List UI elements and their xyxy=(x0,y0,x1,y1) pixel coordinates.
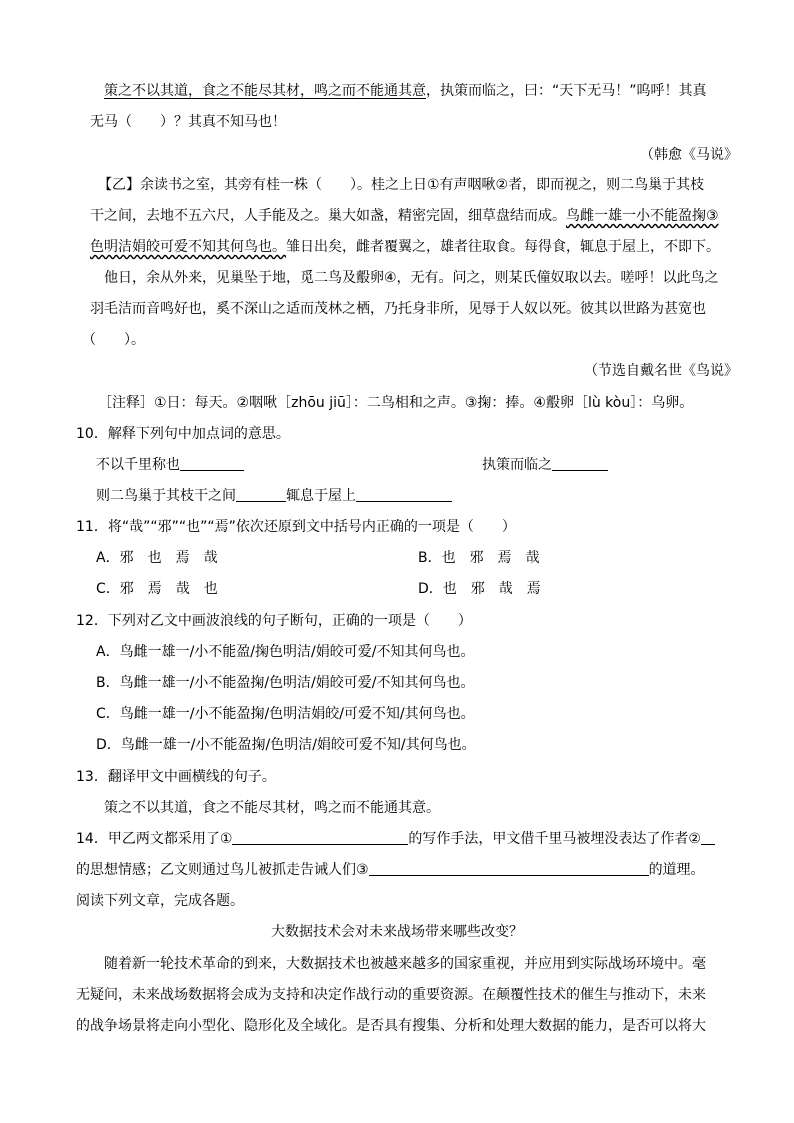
reading-line-1: 随着新一轮技术革命的到来，大数据技术也被越来越多的国家重视，并应用到实际战场环境中。毫 xyxy=(104,956,706,972)
jia-source: （韩愈《马说》 xyxy=(640,147,738,163)
q10-item-b: 执策而临之 xyxy=(482,455,608,475)
jia-line-1: 策之不以其道，食之不能尽其材，鸣之而不能通其意，执策而临之，曰：“天下无马！”呜呼！其真 xyxy=(104,83,707,99)
answer-blank[interactable] xyxy=(552,456,608,471)
q11-stem: 11．将“哉”“邪”“也”“焉”依次还原到文中括号内正确的一项是（ ） xyxy=(76,519,516,535)
q11-option-c[interactable]: C．邪 焉 哉 也 xyxy=(96,581,218,597)
reading-title: 大数据技术会对未来战场带来哪些改变？ xyxy=(271,924,523,940)
answer-blank[interactable] xyxy=(369,861,649,876)
q10-stem: 10．解释下列句中加点词的意思。 xyxy=(76,426,290,442)
yi-line-5: 羽毛洁而音鸣好也，奚不深山之适而茂林之栖，乃托身非所，见辱于人奴以死。彼其以世路为甚宽也 xyxy=(90,301,706,317)
q12-option-b[interactable]: B．鸟雌一雄一/小不能盈掬/色明洁/娟皎可爱/不知其何鸟也。 xyxy=(96,675,475,691)
reading-line-3: 的战争场景将走向小型化、隐形化及全域化。是否具有搜集、分析和处理大数据的能力，是否可以将大 xyxy=(76,1018,706,1034)
yi-source: （节选自戴名世《鸟说》 xyxy=(584,363,738,379)
q12-option-a[interactable]: A．鸟雌一雄一/小不能盈/掬色明洁/娟皎可爱/不知其何鸟也。 xyxy=(96,644,475,660)
answer-blank[interactable] xyxy=(356,487,452,502)
reading-line-2: 无疑问，未来战场数据将会成为支持和决定作战行动的重要资源。在颠覆性技术的催生与推动下，未来 xyxy=(76,987,706,1003)
answer-blank[interactable] xyxy=(701,830,715,845)
q10-item-c: 则二鸟巢于其枝干之间 辄息于屋上 xyxy=(96,486,452,506)
q14-line-2: 的思想情感；乙文则通过鸟儿被抓走告诫人们③ 的道理。 xyxy=(76,862,705,878)
yi-wavy-sentence-part2: 色明洁娟皎可爱不知其何鸟也。 xyxy=(90,239,286,255)
yi-line-4: 他日，余从外来，见巢坠于地，觅二鸟及鷇卵④，无有。问之，则某氏僮奴取以去。嗟呼！以此鸟之 xyxy=(104,270,719,286)
q12-option-d[interactable]: D．鸟雌一雄一/小不能盈掬/色明洁/娟皎可爱不知/其何鸟也。 xyxy=(96,737,476,753)
answer-blank[interactable] xyxy=(180,456,244,471)
q14-line-1: 14．甲乙两文都采用了① 的写作手法，甲文借千里马被埋没表达了作者② xyxy=(76,829,715,849)
yi-notes: ［注释］①日：每天。②咽啾［zhōu jiū］：二鸟相和之声。③掬：捧。④鷇卵［lù kòu］：乌卵。 xyxy=(98,395,694,411)
q13-stem: 13．翻译甲文中画横线的句子。 xyxy=(76,769,276,785)
q13-sentence: 策之不以其道，食之不能尽其材，鸣之而不能通其意。 xyxy=(104,800,440,816)
yi-wavy-sentence-part1: 鸟雌一雄一小不能盈掬③ xyxy=(566,208,719,224)
yi-line-6: （ ）。 xyxy=(82,332,145,348)
yi-line-2: 干之间，去地不五六尺，人手能及之。巢大如盏，精密完固，细草盘结而成。鸟雌一雄一小不能盈掬③ xyxy=(90,208,719,224)
q11-option-a[interactable]: A．邪 也 焉 哉 xyxy=(96,550,218,566)
q12-stem: 12．下列对乙文中画波浪线的句子断句，正确的一项是（ ） xyxy=(76,613,472,629)
q10-item-a: 不以千里称也 xyxy=(96,455,244,475)
answer-blank[interactable] xyxy=(232,830,408,845)
jia-underlined-sentence: 策之不以其道，食之不能尽其材，鸣之而不能通其意 xyxy=(104,83,426,99)
answer-blank[interactable] xyxy=(236,487,286,502)
q11-option-d[interactable]: D．也 邪 哉 焉 xyxy=(418,581,541,597)
q11-option-b[interactable]: B．也 邪 焉 哉 xyxy=(418,550,540,566)
jia-line-2: 无马（ ）？其真不知马也！ xyxy=(90,114,286,130)
reading-intro: 阅读下列文章，完成各题。 xyxy=(76,893,244,909)
yi-line-1: 【乙】余读书之室，其旁有桂一株（ ）。桂之上日①有声咽啾②者，即而视之，则二鸟巢于其枝 xyxy=(98,177,705,193)
q12-option-c[interactable]: C．鸟雌一雄一/小不能盈掬/色明洁娟皎/可爱不知/其何鸟也。 xyxy=(96,706,475,722)
yi-line-3: 色明洁娟皎可爱不知其何鸟也。雏日出矣，雌者覆翼之，雄者往取食。每得食，辄息于屋上，不即下。 xyxy=(90,239,720,255)
